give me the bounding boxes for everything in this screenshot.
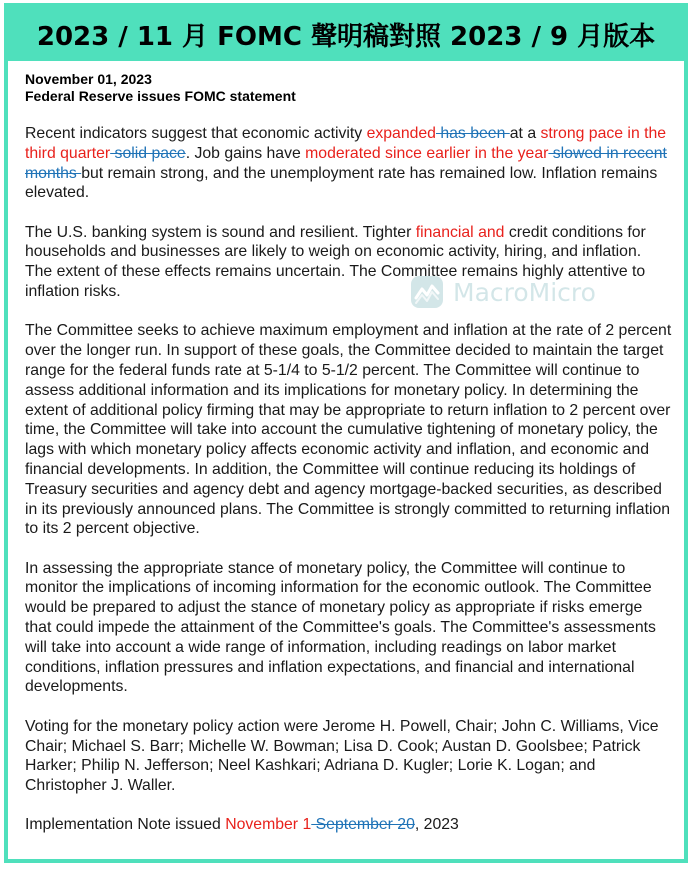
added-text: financial and	[415, 223, 505, 241]
statement-text: In assessing the appropriate stance of monetary policy, the Committee will continue to monitor the implications of incoming information for the economic outlook. The Committee would be prepared to adjust the stance of monetary policy as appropriate if risks emerge that could impede the attainment of the Committee's goals. The Committee's assessments will take into account a wide range of information, including readings on labor market conditions, inflation pressures and inflation expectations, and financial and international developments.	[25, 559, 656, 696]
deleted-text: September 20	[311, 816, 415, 834]
added-text: moderated since earlier in the year	[305, 144, 549, 162]
statement-text: at a	[509, 125, 541, 142]
statement-text: Voting for the monetary policy action were Jerome H. Powell, Chair; John C. Williams, Vice Chair; Michael S. Barr; Michelle W. Bowman; Lisa D. Cook; Austan D. Goolsbee; Patrick Harker; Philip N. Jefferson; Neel Kashkari; Adriana D. Kugler; Lorie K. Logan; and Christopher J. Waller.	[25, 717, 659, 795]
statement-text: Recent indicators suggest that economic activity	[25, 125, 367, 142]
added-text: expanded	[366, 125, 436, 142]
paragraph-voting	[25, 717, 672, 796]
statement-frame	[4, 3, 688, 863]
statement-text: credit conditions for households and businesses are likely to weigh on economic activity, hiring, and inflation. The extent of these effects remains uncertain. The Committee remains highly attentive to inflation risks.	[25, 223, 646, 301]
statement-text: . Job gains have	[185, 144, 306, 162]
statement-text: , 2023	[414, 816, 459, 834]
page-title: 2023 / 11 月 FOMC 聲明稿對照 2023 / 9 月版本	[8, 7, 684, 61]
paragraph-policy-decision	[25, 321, 672, 539]
statement-headline: Federal Reserve issues FOMC statement	[25, 88, 296, 104]
added-text: strong pace in the third quarter	[25, 125, 667, 162]
watermark-text: MacroMicro	[453, 277, 596, 307]
statement-date: November 01, 2023	[25, 71, 152, 87]
statement-text: Implementation Note issued	[25, 816, 226, 834]
deleted-text: has been	[435, 125, 510, 142]
added-text: November 1	[225, 816, 312, 834]
statement-text: The U.S. banking system is sound and resilient. Tighter	[25, 223, 416, 241]
statement-body	[8, 61, 684, 835]
statement-text: but remain strong, and the unemployment rate has remained low. Inflation remains elevated.	[25, 164, 658, 202]
paragraph-economic-activity	[25, 124, 672, 203]
statement-text: The Committee seeks to achieve maximum employment and inflation at the rate of 2 percent over the longer run. In support of these goals, the Committee decided to maintain the target range for the federal funds rate at 5-1/4 to 5-1/2 percent. The Committee will continue to assess additional information and its implications for monetary policy. In determining the extent of additional policy firming that may be appropriate to return inflation to 2 percent over time, the Committee will take into account the cumulative tightening of monetary policy, the lags with which monetary policy affects economic activity and inflation, and economic and financial developments. In addition, the Committee will continue reducing its holdings of Treasury securities and agency debt and agency mortgage-backed securities, as described in its previously announced plans. The Committee is strongly committed to returning inflation to its 2 percent objective.	[25, 322, 672, 538]
deleted-text: slowed in recent months	[25, 144, 667, 182]
paragraph-banking-system	[25, 223, 672, 302]
deleted-text: solid pace	[110, 144, 186, 162]
paragraph-implementation-note	[25, 815, 672, 835]
paragraph-policy-stance	[25, 559, 672, 698]
